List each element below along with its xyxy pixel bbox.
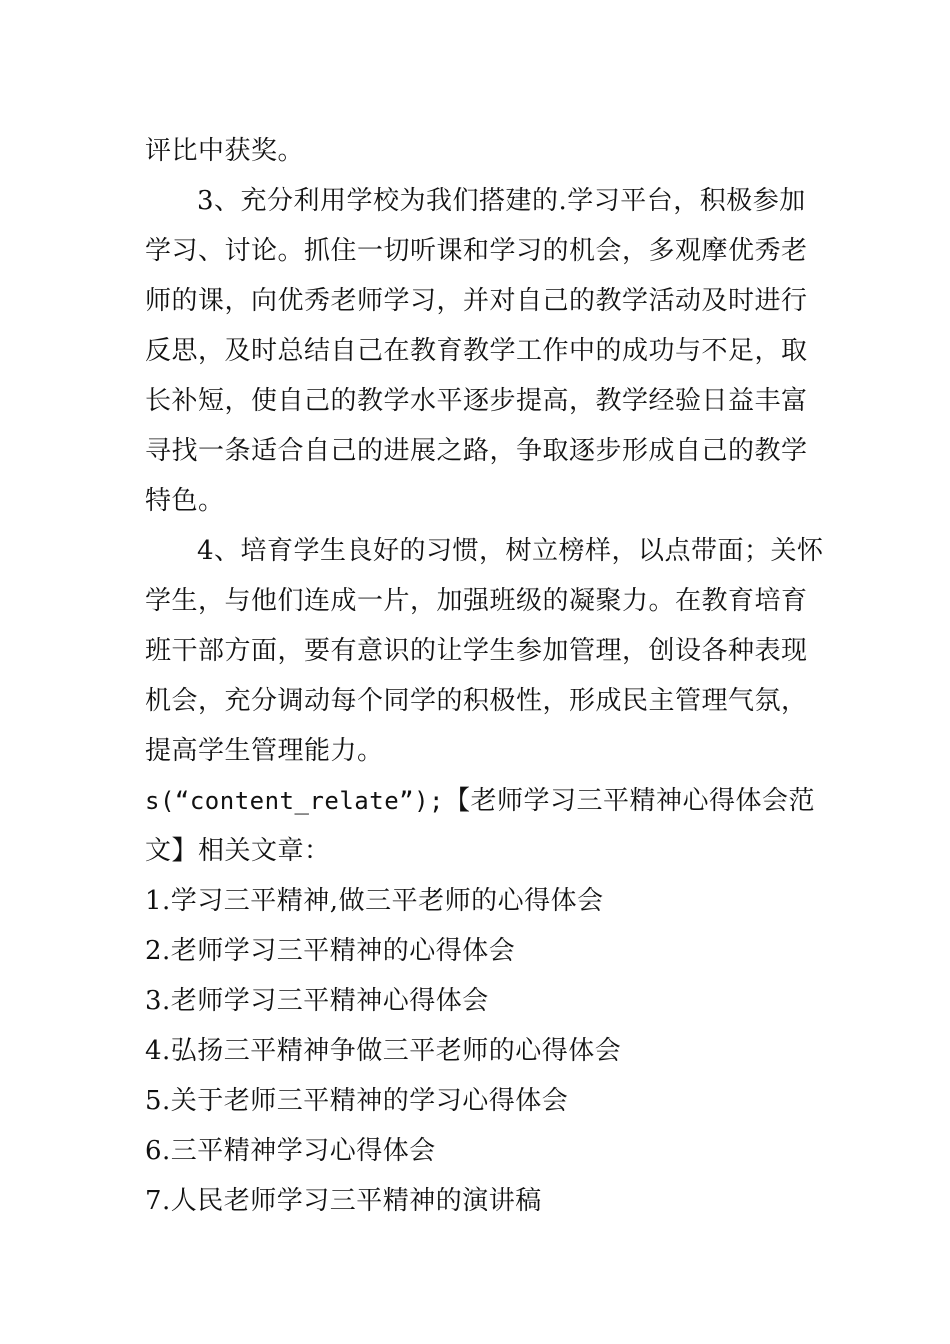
paragraph-line: 反思，及时总结自己在教育教学工作中的成功与不足，取 <box>145 336 808 366</box>
paragraph-line: 提高学生管理能力。 <box>145 736 384 766</box>
related-link[interactable]: 6.三平精神学习心得体会 <box>145 1136 436 1166</box>
related-link[interactable]: 4.弘扬三平精神争做三平老师的心得体会 <box>145 1036 622 1066</box>
paragraph-line: 评比中获奖。 <box>145 136 305 166</box>
paragraph-line: 学生，与他们连成一片，加强班级的凝聚力。在教育培育 <box>145 586 808 616</box>
paragraph-line: 4、培育学生良好的习惯，树立榜样，以点带面；关怀 <box>197 536 824 566</box>
paragraph-line: 师的课，向优秀老师学习，并对自己的教学活动及时进行 <box>145 286 808 316</box>
paragraph-line: 寻找一条适合自己的进展之路，争取逐步形成自己的教学 <box>145 436 808 466</box>
paragraph-line: 3、充分利用学校为我们搭建的.学习平台，积极参加 <box>197 186 806 216</box>
paragraph-line: 班干部方面，要有意识的让学生参加管理，创设各种表现 <box>145 636 808 666</box>
paragraph-line: 机会，充分调动每个同学的积极性，形成民主管理气氛， <box>145 686 808 716</box>
related-link[interactable]: 7.人民老师学习三平精神的演讲稿 <box>145 1186 542 1216</box>
related-link[interactable]: 5.关于老师三平精神的学习心得体会 <box>145 1086 569 1116</box>
code-prefix: s(“content_relate”); <box>145 787 444 815</box>
related-link[interactable]: 1.学习三平精神,做三平老师的心得体会 <box>145 886 604 916</box>
paragraph-line: 特色。 <box>145 486 225 516</box>
related-link[interactable]: 2.老师学习三平精神的心得体会 <box>145 936 516 966</box>
paragraph-line: 长补短，使自己的教学水平逐步提高，教学经验日益丰富 <box>145 386 808 416</box>
paragraph-line: 学习、讨论。抓住一切听课和学习的机会，多观摩优秀老 <box>145 236 808 266</box>
related-heading <box>145 776 815 826</box>
document-body <box>145 126 824 1226</box>
related-heading-line2: 文】相关文章： <box>145 836 331 866</box>
related-link[interactable]: 3.老师学习三平精神心得体会 <box>145 986 489 1016</box>
related-heading-text: 【老师学习三平精神心得体会范 <box>443 786 815 816</box>
